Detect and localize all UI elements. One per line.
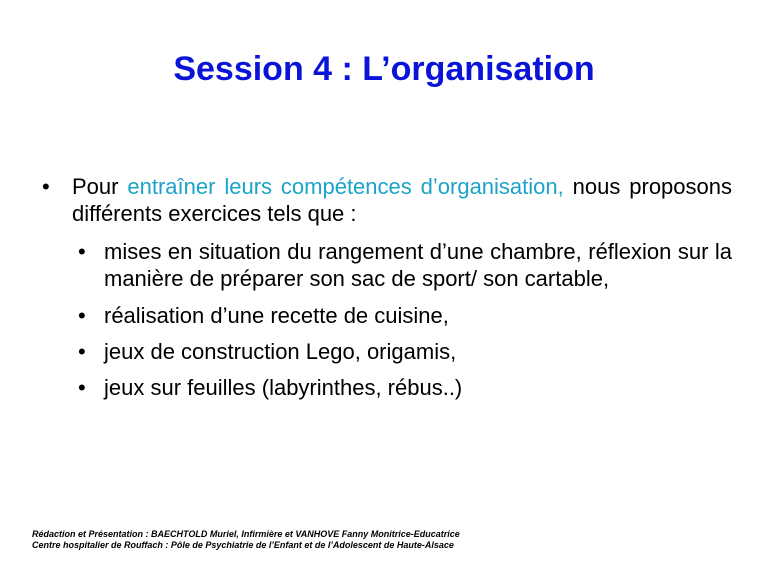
intro-text bbox=[72, 173, 732, 227]
intro-text-highlight: entraîner leurs compétences d’organisation, bbox=[127, 174, 564, 199]
list-item bbox=[78, 374, 732, 401]
intro-bullet-item bbox=[42, 173, 732, 227]
list-item-text: réalisation d’une recette de cuisine, bbox=[104, 303, 449, 328]
slide-title: Session 4 : L’organisation bbox=[173, 50, 595, 88]
footer-credits: Rédaction et Présentation : BAECHTOLD Muriel, Infirmière et VANHOVE Fanny Monitrice-Educatrice bbox=[32, 529, 460, 539]
list-item bbox=[78, 238, 732, 292]
intro-text-after: nous proposons différents exercices tels que : bbox=[72, 174, 732, 226]
bullet-marker: • bbox=[78, 303, 86, 328]
footer-institution: Centre hospitalier de Rouffach : Pôle de Psychiatrie de l’Enfant et de l’Adolescent de Haute-Alsace bbox=[32, 540, 454, 550]
list-item-text: jeux de construction Lego, origamis, bbox=[104, 339, 457, 364]
list-item-text: mises en situation du rangement d’une chambre, réflexion sur la manière de préparer son sac de sport/ son cartable, bbox=[104, 239, 732, 291]
list-item bbox=[78, 338, 732, 365]
list-item-text: jeux sur feuilles (labyrinthes, rébus..) bbox=[104, 375, 463, 400]
bullet-marker: • bbox=[78, 239, 86, 264]
list-item bbox=[78, 302, 732, 329]
intro-text-before: Pour bbox=[72, 174, 119, 199]
footer bbox=[32, 529, 752, 551]
bullet-marker: • bbox=[78, 339, 86, 364]
bullet-marker: • bbox=[42, 174, 50, 199]
bullet-marker: • bbox=[78, 375, 86, 400]
